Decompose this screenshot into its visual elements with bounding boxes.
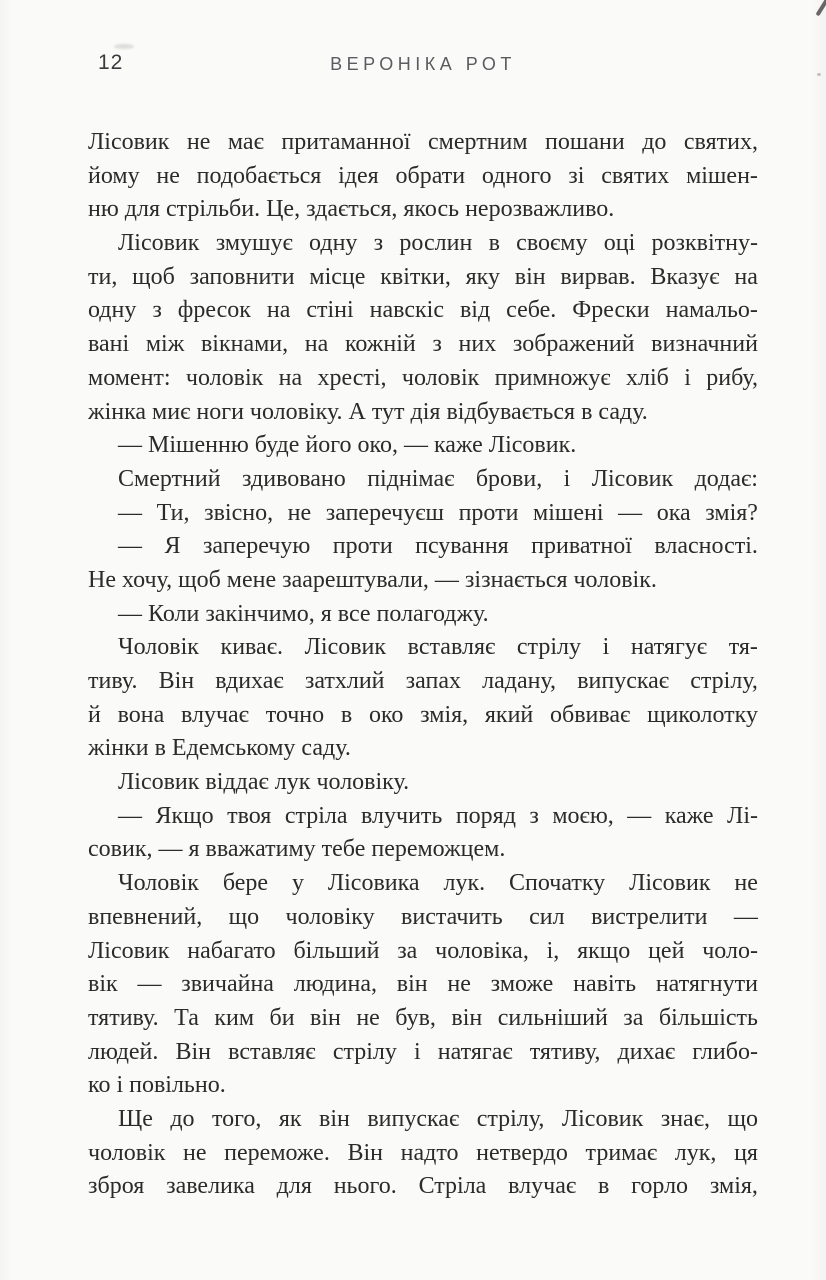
word: він: [514, 263, 546, 290]
word: моєю,: [552, 802, 614, 829]
text-line: жінки в Едемському саду.: [88, 735, 351, 762]
word: якщо: [577, 937, 631, 964]
word: цей: [648, 937, 685, 964]
word: влучає: [508, 1173, 577, 1200]
text-line: [88, 126, 758, 160]
word: Фрески: [572, 297, 650, 324]
word: власності.: [654, 533, 758, 560]
word: чоловік: [88, 1139, 166, 1166]
word: Лісовик: [629, 870, 711, 897]
word: заперечую: [202, 533, 311, 560]
text-line: — Мішенню буде його око, — каже Лісовик.: [118, 432, 577, 459]
text-line: [88, 294, 758, 328]
word: Лі-: [727, 802, 758, 829]
word: Лісовик: [304, 634, 387, 661]
word: для: [276, 1173, 312, 1200]
word: вирвав.: [560, 263, 636, 290]
word: тя-: [728, 634, 758, 661]
word: як: [278, 1105, 302, 1132]
word: з: [152, 297, 162, 324]
text-line: Не хочу, щоб мене заарештували, — зізнається чоловік.: [88, 566, 657, 593]
word: і: [563, 465, 571, 492]
word: розквітну-: [651, 230, 758, 257]
text-line: [88, 1036, 758, 1070]
word: чоловіку: [285, 903, 375, 930]
text-line: [88, 631, 758, 665]
text-line: [88, 968, 758, 1002]
word: точно: [265, 701, 325, 728]
word: визначний: [651, 331, 758, 358]
word: до: [642, 129, 667, 155]
word: Він: [347, 1139, 383, 1166]
word: твоя: [227, 802, 272, 829]
word: проти: [458, 499, 519, 526]
word: Лісовик: [88, 129, 170, 155]
word: не: [356, 1004, 380, 1031]
word: змушує: [215, 230, 293, 257]
word: більший: [293, 937, 380, 964]
word: ідея: [338, 162, 379, 189]
word: Я: [164, 533, 181, 560]
scan-corner-artifact: [815, 0, 826, 16]
word: і: [602, 634, 610, 661]
word: здивовано: [241, 465, 346, 492]
word: він: [310, 1004, 341, 1031]
word: не: [183, 1139, 207, 1166]
word: би: [269, 1004, 295, 1031]
word: він: [451, 1004, 483, 1031]
word: на: [734, 263, 758, 290]
text-line: [88, 261, 758, 295]
word: момент:: [88, 364, 171, 391]
word: вистачить: [401, 903, 503, 930]
word: не: [186, 129, 211, 155]
word: навскіс: [369, 297, 444, 324]
word: Смертний: [118, 465, 221, 492]
word: рослин: [399, 230, 473, 257]
word: Стріла: [418, 1173, 487, 1200]
word: фресок: [177, 297, 251, 324]
word: нього.: [333, 1173, 397, 1200]
word: зі: [568, 162, 585, 189]
word: щиколотку: [647, 701, 758, 728]
word: псування: [415, 533, 509, 560]
word: намальо-: [665, 297, 758, 324]
word: натягує: [630, 634, 708, 661]
word: з: [432, 331, 442, 358]
word: поряд: [455, 802, 516, 829]
word: до: [170, 1105, 195, 1132]
word: чоловіка,: [435, 937, 529, 964]
word: себе.: [506, 297, 557, 324]
word: вані: [88, 331, 130, 358]
word: людей.: [88, 1038, 159, 1065]
text-line: [88, 867, 758, 901]
word: заперечуєш: [325, 499, 444, 526]
word: хресті,: [317, 364, 387, 391]
word: пошани: [545, 129, 625, 155]
word: змія,: [709, 1173, 758, 1200]
word: впевнений,: [88, 903, 203, 930]
word: стрілу: [332, 1038, 397, 1065]
word: й: [88, 701, 101, 728]
word: йому: [88, 162, 140, 189]
word: притаманної: [281, 129, 411, 155]
scan-smudge-artifact: [114, 44, 134, 49]
word: вона: [117, 701, 165, 728]
word: зображений: [512, 331, 635, 358]
word: в: [488, 230, 500, 257]
text-line: ню для стрільби. Це, здається, якось нерозважливо.: [88, 196, 615, 223]
word: від: [459, 297, 491, 324]
word: приватної: [531, 533, 632, 560]
text-line: [88, 328, 758, 362]
word: примножує: [494, 364, 611, 391]
word: ти,: [88, 263, 118, 290]
word: —: [118, 802, 142, 829]
word: них: [458, 331, 497, 358]
word: мішен-: [686, 162, 758, 189]
word: надто: [400, 1139, 459, 1166]
word: затхлий: [304, 668, 385, 694]
word: який: [484, 701, 534, 728]
word: одну: [88, 297, 137, 324]
word: тятиву,: [529, 1038, 601, 1065]
word: Чоловік: [118, 870, 199, 897]
word: за: [397, 937, 418, 964]
word: нетвердо: [476, 1139, 568, 1166]
word: —: [118, 533, 142, 560]
word: був,: [395, 1004, 436, 1031]
word: більшість: [658, 1004, 758, 1031]
word: Якщо: [155, 802, 214, 829]
word: вставляє: [407, 634, 496, 661]
word: додає:: [694, 465, 758, 492]
word: око: [368, 701, 404, 728]
word: квітки,: [380, 263, 451, 290]
text-line: [88, 1137, 758, 1171]
word: ця: [734, 1139, 758, 1166]
word: на: [266, 297, 291, 324]
word: і: [414, 1038, 421, 1065]
word: обвиває: [549, 701, 631, 728]
word: що: [727, 1105, 758, 1132]
word: не: [447, 971, 471, 998]
word: яку: [465, 263, 500, 290]
word: зможе: [490, 971, 554, 998]
word: переможе.: [224, 1139, 330, 1166]
word: того,: [212, 1105, 262, 1132]
word: проти: [332, 533, 393, 560]
word: не: [156, 162, 180, 189]
word: не: [287, 499, 312, 526]
word: оці: [603, 230, 636, 257]
text-line: ко і повільно.: [88, 1072, 226, 1099]
word: вставляє: [228, 1038, 316, 1065]
word: знає,: [660, 1105, 711, 1132]
word: тиву.: [88, 668, 138, 694]
word: рибу,: [706, 364, 758, 391]
word: чоловік: [401, 364, 480, 391]
word: Лісовик: [561, 1105, 644, 1132]
word: він: [396, 971, 428, 998]
word: глибо-: [692, 1038, 758, 1065]
text-line: совик, — я вважатиму тебе переможцем.: [88, 836, 506, 863]
word: кожній: [344, 331, 416, 358]
page-body: [88, 126, 758, 1204]
word: —: [618, 499, 643, 526]
word: в: [597, 1173, 610, 1200]
page-number: 12: [98, 51, 124, 74]
text-line: [88, 362, 758, 396]
word: стрілу,: [476, 1105, 545, 1132]
word: влучає: [180, 701, 249, 728]
word: брови,: [475, 465, 543, 492]
text-line: — Коли закінчимо, я все полагоджу.: [118, 600, 489, 627]
word: Чоловік: [118, 634, 199, 661]
word: сил: [529, 903, 565, 930]
word: ким: [214, 1004, 255, 1031]
word: Спочатку: [509, 870, 606, 897]
text-line: [88, 160, 758, 194]
word: щоб: [132, 263, 175, 290]
word: —: [118, 499, 142, 526]
word: змія,: [420, 701, 469, 728]
word: і,: [546, 937, 560, 964]
word: —: [137, 971, 162, 998]
text-line: [88, 800, 758, 834]
word: горло: [631, 1173, 689, 1200]
word: звісно,: [204, 499, 274, 526]
word: стріла: [284, 802, 348, 829]
running-head: ВЕРОНІКА РОТ: [330, 54, 516, 74]
scan-speck-artifact: [817, 73, 821, 76]
word: Ще: [118, 1105, 153, 1132]
word: мішені: [533, 499, 604, 526]
word: вистрелити: [591, 903, 708, 930]
word: на: [304, 331, 329, 358]
word: він: [319, 1105, 350, 1132]
word: з: [373, 230, 384, 257]
word: з: [529, 802, 539, 829]
word: обрати: [395, 162, 466, 189]
text-line: [88, 901, 758, 935]
word: ока: [656, 499, 691, 526]
word: Лісовик: [88, 937, 170, 964]
word: Лісовик: [591, 465, 674, 492]
word: Вказує: [650, 263, 720, 290]
word: в: [340, 701, 353, 728]
word: Він: [158, 668, 195, 694]
word: —: [627, 802, 652, 829]
word: Та: [174, 1004, 199, 1031]
word: Він: [175, 1038, 212, 1065]
word: лук,: [674, 1139, 717, 1166]
text-line: Лісовик віддає лук чоловіку.: [118, 769, 410, 796]
text-line: [88, 530, 758, 564]
text-line: жінка миє ноги чоловіку. А тут дія відбувається в саду.: [88, 398, 648, 425]
word: тятиву.: [88, 1004, 159, 1031]
text-line: [88, 1170, 758, 1204]
word: піднімає: [367, 465, 455, 492]
text-line: [88, 497, 758, 531]
word: киває.: [220, 634, 284, 661]
word: вік: [88, 971, 118, 998]
word: Лісовика: [327, 870, 420, 897]
word: що: [228, 903, 260, 930]
word: —: [733, 903, 758, 930]
word: стіні: [306, 297, 354, 324]
text-line: [88, 699, 758, 733]
word: влучить: [361, 802, 443, 829]
text-line: [88, 227, 758, 261]
word: навіть: [573, 971, 637, 998]
word: бере: [222, 870, 269, 897]
word: каже: [664, 802, 714, 829]
word: одного: [481, 162, 552, 189]
word: у: [291, 870, 304, 897]
text-line: [88, 1002, 758, 1036]
word: має: [227, 129, 264, 155]
word: завелика: [166, 1173, 255, 1200]
text-line: [88, 1103, 758, 1137]
word: не: [734, 870, 758, 897]
word: місце: [309, 263, 366, 290]
word: заповнити: [189, 263, 295, 290]
word: чоловік: [185, 364, 264, 391]
word: між: [145, 331, 185, 358]
text-line: [88, 935, 758, 969]
word: натягає: [437, 1038, 513, 1065]
word: вікнами,: [200, 331, 289, 358]
word: подобається: [196, 162, 322, 189]
word: смертним: [428, 129, 528, 155]
word: звичайна: [181, 971, 274, 998]
word: випускає: [577, 668, 670, 694]
text-line: [88, 463, 758, 497]
text-line: [88, 665, 758, 699]
word: вдихає: [215, 668, 284, 694]
word: дихає: [617, 1038, 676, 1065]
word: Ти,: [156, 499, 190, 526]
word: стрілу,: [690, 668, 758, 694]
word: чоло-: [702, 937, 758, 964]
word: стрілу: [516, 634, 581, 661]
word: і: [684, 364, 691, 391]
word: святих: [601, 162, 670, 189]
word: запах: [405, 668, 461, 694]
word: людина,: [293, 971, 377, 998]
word: набагато: [187, 937, 276, 964]
word: тримає: [585, 1139, 658, 1166]
word: зброя: [88, 1173, 145, 1200]
word: Лісовик: [118, 230, 200, 257]
word: на: [278, 364, 303, 391]
word: змія?: [705, 499, 758, 526]
word: хліб: [626, 364, 669, 391]
word: одну: [309, 230, 358, 257]
word: святих,: [683, 129, 758, 155]
word: лук.: [443, 870, 486, 897]
word: натягнути: [655, 971, 758, 998]
word: сильніший: [497, 1004, 608, 1031]
word: випускає: [367, 1105, 460, 1132]
word: за: [623, 1004, 644, 1031]
word: ладану,: [482, 668, 557, 694]
word: своєму: [516, 230, 588, 257]
